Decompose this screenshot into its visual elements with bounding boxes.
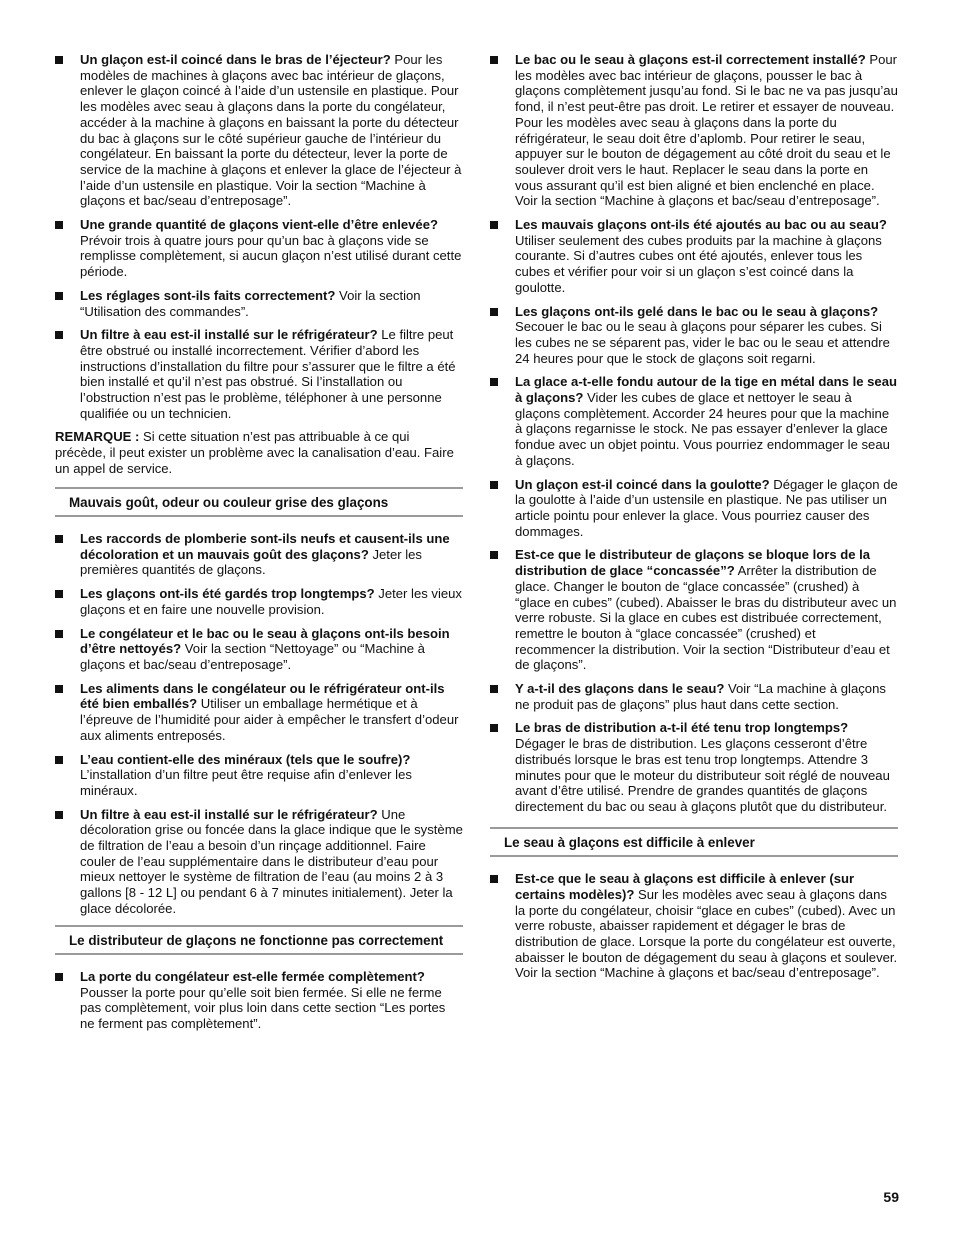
square-bullet-icon	[55, 535, 63, 543]
item-answer: Jeter les premières quantités de glaçons.	[80, 546, 422, 578]
item-answer: Secouer le bac ou le seau à glaçons pour séparer les cubes. Si les cubes ne se séparent pas, vider le bac ou le seau et attendre 24 heures pour que le stock de glaçons soit regarni.	[515, 319, 890, 366]
square-bullet-icon	[490, 378, 498, 386]
item-answer: Utiliser un emballage hermétique et à l’épreuve de l’humidité pour aider à empêcher le transfert d’odeur aux aliments entreposés.	[80, 696, 459, 743]
item-question: Une grande quantité de glaçons vient-elle d’être enlevée?	[80, 217, 438, 233]
square-bullet-icon	[55, 685, 63, 693]
list-item	[490, 477, 898, 540]
list-item	[490, 547, 898, 673]
item-question: Un filtre à eau est-il installé sur le réfrigérateur?	[80, 327, 378, 343]
square-bullet-icon	[55, 811, 63, 819]
item-question: Les glaçons ont-ils été gardés trop longtemps?	[80, 586, 375, 602]
list-item	[55, 681, 463, 744]
item-answer: Pour les modèles de machines à glaçons avec bac intérieur de glaçons, enlever le glaçon coincé à l’aide d’un ustensile en plastique. Pour les modèles avec seau à glaçons dans la porte du congélateur, accéder à la machine à glaçons en baissant la porte du détecteur du bac à glaçons sur le côté supérieur gauche de l’intérieur du congélateur. En baissant la porte du détecteur, lever la porte de service de la machine à glaçons et enlever la glace de l’éjecteur à l’aide d’un ustensile en plastique. Voir la section “Machine à glaçons et bac/seau d’entreposage”.	[80, 52, 462, 209]
square-bullet-icon	[490, 875, 498, 883]
list-item	[55, 752, 463, 799]
page-number: 59	[883, 1189, 899, 1205]
list-item	[55, 807, 463, 917]
item-answer: Jeter les vieux glaçons et en faire une nouvelle provision.	[80, 586, 462, 617]
left-items-c	[55, 969, 463, 1032]
list-item	[55, 288, 463, 319]
item-question: Les raccords de plomberie sont-ils neufs et causent-ils une décoloration et un mauvais goût des glaçons?	[80, 531, 450, 562]
item-question: Les réglages sont-ils faits correctement?	[80, 287, 336, 303]
remark-text: Si cette situation n’est pas attribuable à ce qui précède, il peut exister un problème avec la canalisation d’eau. Faire un appel de service.	[55, 429, 454, 476]
item-answer: Utiliser seulement des cubes produits par la machine à glaçons courante. Si d’autres cubes ont été ajoutés, enlever tous les cubes et vérifier pour voir si un glaçon s’est coincé dans la goulotte.	[515, 232, 882, 295]
square-bullet-icon	[490, 308, 498, 316]
square-bullet-icon	[490, 221, 498, 229]
left-items-b	[55, 531, 463, 916]
square-bullet-icon	[55, 630, 63, 638]
list-item	[490, 52, 898, 209]
list-item	[55, 626, 463, 673]
square-bullet-icon	[490, 685, 498, 693]
item-answer: Vider les cubes de glace et nettoyer le seau à glaçons complètement. Accorder 24 heures pour que la machine à glaçons regarnisse le stock. Ne pas essayer d’enlever la glace fondue avec un objet pointu. Vous pourriez endommager le seau à glaçons.	[515, 390, 890, 468]
list-item	[490, 681, 898, 712]
item-answer: Prévoir trois à quatre jours pour qu’un bac à glaçons vide se remplisse complètement, si aucun glaçon n’est utilisé durant cette période.	[80, 232, 462, 280]
remark-note	[55, 429, 463, 476]
left-items-a	[55, 52, 463, 421]
item-question: Est-ce que le distributeur de glaçons se bloque lors de la distribution de glace “concassée”?	[515, 547, 871, 579]
item-answer: Dégager le glaçon de la goulotte à l’aide d’un ustensile en plastique. Ne pas utiliser un article pointu pour enlever la glace. Vous pourriez causer des dommages.	[515, 476, 898, 539]
section-heading-dispenser: Le distributeur de glaçons ne fonctionne pas correctement	[55, 925, 463, 956]
item-answer: Voir la section “Utilisation des commandes”.	[80, 287, 421, 319]
square-bullet-icon	[490, 56, 498, 64]
right-column	[490, 52, 898, 989]
list-item	[490, 304, 898, 367]
item-question: Le congélateur et le bac ou le seau à glaçons ont-ils besoin d’être nettoyés?	[80, 625, 450, 657]
list-item	[55, 586, 463, 617]
item-question: Un glaçon est-il coincé dans le bras de l’éjecteur?	[80, 52, 391, 67]
square-bullet-icon	[490, 481, 498, 489]
list-item	[490, 720, 898, 814]
item-question: Le bras de distribution a-t-il été tenu trop longtemps?	[515, 720, 849, 736]
item-answer: Pousser la porte pour qu’elle soit bien fermée. Si elle ne ferme pas complètement, voir plus loin dans cette section “Les portes ne ferment pas complètement”.	[80, 984, 446, 1032]
item-question: Est-ce que le seau à glaçons est difficile à enlever (sur certains modèles)?	[515, 871, 855, 902]
section-heading-taste: Mauvais goût, odeur ou couleur grise des glaçons	[55, 487, 463, 518]
square-bullet-icon	[490, 551, 498, 559]
square-bullet-icon	[55, 590, 63, 598]
list-item	[55, 327, 463, 421]
square-bullet-icon	[55, 221, 63, 229]
item-question: Un filtre à eau est-il installé sur le réfrigérateur?	[80, 806, 378, 822]
item-answer: L’installation d’un filtre peut être requise afin d’enlever les minéraux.	[80, 767, 412, 798]
item-question: Y a-t-il des glaçons dans le seau?	[515, 681, 725, 697]
item-question: Un glaçon est-il coincé dans la goulotte?	[515, 476, 770, 492]
list-item	[490, 871, 898, 981]
item-question: L’eau contient-elle des minéraux (tels que le soufre)?	[80, 751, 411, 767]
item-question: Les aliments dans le congélateur ou le réfrigérateur ont-ils été bien emballés?	[80, 680, 445, 712]
section-heading-bucket: Le seau à glaçons est difficile à enlever	[490, 827, 898, 858]
item-question: Les glaçons ont-ils gelé dans le bac ou le seau à glaçons?	[515, 303, 879, 319]
item-answer: Sur les modèles avec seau à glaçons dans la porte du congélateur, choisir “glace en cubes” (cubed). Avec un verre robuste, abaisser rapidement et dégager le bras de distribution de glace. Lorsque la porte du congélateur est ouverte, abaisser le bouton de dégagement du seau à glaçons et soulever. Voir la section “Machine à glaçons et bac/seau d’entreposage”.	[515, 886, 898, 981]
square-bullet-icon	[490, 724, 498, 732]
item-answer: Arrêter la distribution de glace. Changer le bouton de “glace concassée” (crushed) à “glace en cubes” (cubed). Abaisser le bras du distributeur avec un verre robuste. Si la glace en cubes est distribuée correctement, remettre le bouton à “glace concassée” (crushed) et recommencer la distribution. Voir la section “Distributeur d’eau et de glaçons”.	[515, 563, 897, 673]
right-items-a	[490, 52, 898, 815]
item-question: La glace a-t-elle fondu autour de la tige en métal dans le seau à glaçons?	[515, 374, 897, 406]
square-bullet-icon	[55, 973, 63, 981]
right-items-b	[490, 871, 898, 981]
item-answer: Voir “La machine à glaçons ne produit pas de glaçons” plus haut dans cette section.	[515, 681, 886, 712]
list-item	[55, 217, 463, 280]
list-item	[55, 531, 463, 578]
item-answer: Une décoloration grise ou foncée dans la glace indique que le système de filtration de l’eau a besoin d’un rinçage additionnel. Faire couler de l’eau supplémentaire dans le distributeur d’eau pour mieux nettoyer le système de filtration de l’eau (au moins 2 à 3 gallons [8 - 12 L] ou pendant 6 à 7 minutes initialement). Jeter la glace décolorée.	[80, 806, 463, 916]
item-question: La porte du congélateur est-elle fermée complètement?	[80, 969, 425, 985]
item-question: Les mauvais glaçons ont-ils été ajoutés au bac ou au seau?	[515, 217, 887, 233]
left-column	[55, 52, 463, 1040]
list-item	[55, 969, 463, 1032]
list-item	[490, 217, 898, 296]
item-question: Le bac ou le seau à glaçons est-il correctement installé?	[515, 52, 866, 67]
square-bullet-icon	[55, 756, 63, 764]
item-answer: Voir la section “Nettoyage” ou “Machine à glaçons et bac/seau d’entreposage”.	[80, 641, 425, 672]
item-answer: Dégager le bras de distribution. Les glaçons cesseront d’être distribués lorsque le bras est tenu trop longtemps. Attendre 3 minutes pour que le moteur du distributeur soit réglé de nouveau avant d’être utilisé. Prendre de grandes quantités de glaçons directement du bac ou seau à glaçons plutôt que du distributeur.	[515, 736, 890, 814]
item-answer: Pour les modèles avec bac intérieur de glaçons, pousser le bac à glaçons complètement jusqu’au fond. Si le bac ne va pas jusqu’au fond, il n’est peut-être pas droit. Le retirer et essayer de nouveau. Pour les modèles avec seau à glaçons dans la porte du réfrigérateur, le seau doit être d’aplomb. Pour retirer le seau, appuyer sur le bouton de dégagement au côté droit du seau et le soulever droit vers le haut. Replacer le seau dans la porte en vous assurant qu’il est bien aligné et bien enclenché en place. Voir la section “Machine à glaçons et bac/seau d’entreposage”.	[515, 52, 898, 209]
list-item	[55, 52, 463, 209]
list-item	[490, 374, 898, 468]
square-bullet-icon	[55, 56, 63, 64]
square-bullet-icon	[55, 292, 63, 300]
square-bullet-icon	[55, 331, 63, 339]
remark-label: REMARQUE :	[55, 429, 140, 445]
item-answer: Le filtre peut être obstrué ou installé incorrectement. Vérifier d’abord les instructions d’installation du filtre pour s’assurer que le filtre a été bien installé et qu’il n’est pas obstrué. Si l’installation ou l’obstruction n’est pas le problème, téléphoner à une personne qualifiée ou un technicien.	[80, 327, 456, 421]
